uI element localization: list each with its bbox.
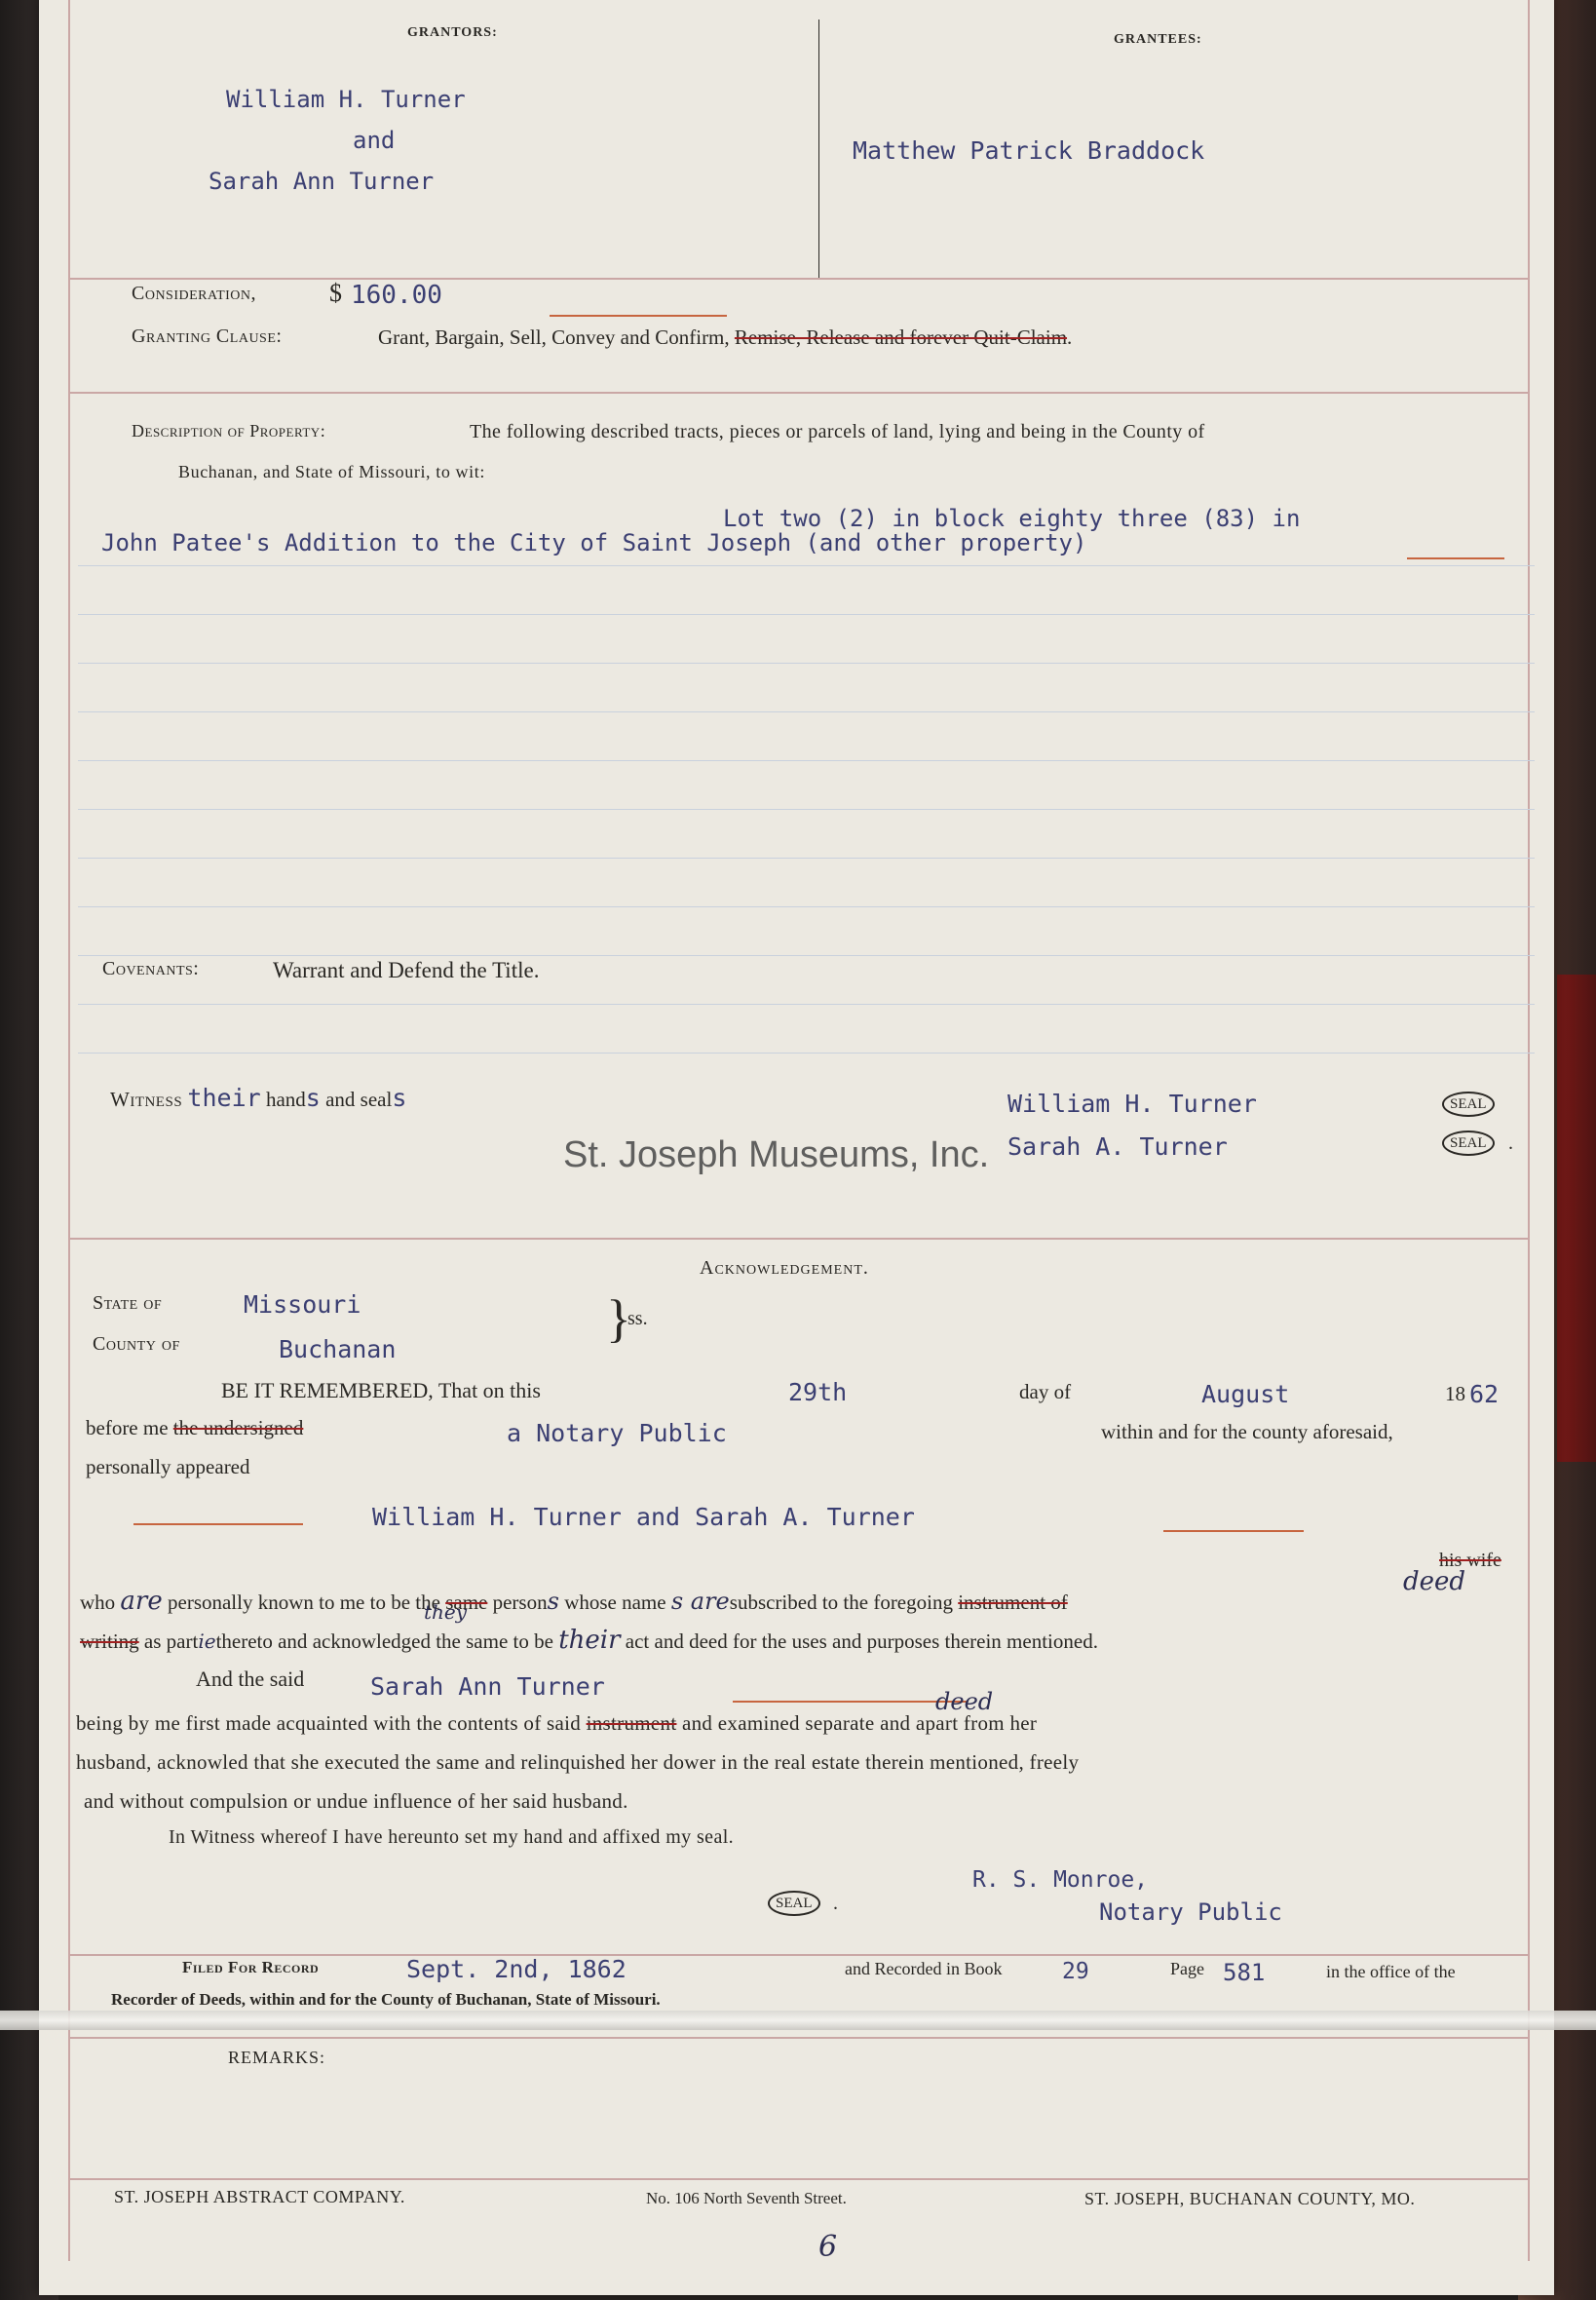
page-label: Page (1170, 1959, 1204, 1978)
sare-hand: s are (670, 1588, 730, 1615)
act-deed-text: act and deed for the uses and purposes therein mentioned. (625, 1629, 1098, 1653)
property-typed-line-1: Lot two (2) in block eighty three (83) in (723, 505, 1301, 532)
ledger-rule (78, 1053, 1535, 1054)
ss-label: ss. (627, 1308, 648, 1329)
filed-date: Sept. 2nd, 1862 (406, 1955, 627, 1983)
signature-2: Sarah A. Turner (1007, 1132, 1228, 1161)
rule-after-witness (70, 1238, 1528, 1240)
ledger-rule (78, 614, 1535, 615)
husband-line: husband, acknowled that she executed the same and relinquished her dower in the real estate therein mentioned, freely (76, 1750, 1080, 1774)
ledger-rule (78, 1004, 1535, 1005)
ledger-rule (78, 906, 1535, 907)
remembered-text: BE IT REMEMBERED, That on this (221, 1378, 541, 1402)
wife-name-underline (733, 1701, 967, 1703)
person-text: person (492, 1591, 548, 1614)
left-margin-line (68, 0, 70, 2261)
property-underline (1407, 557, 1504, 559)
rule-after-filed (70, 2037, 1528, 2039)
consideration-label: Consideration, (132, 283, 257, 304)
compulsion-line: and without compulsion or undue influence of her said husband. (84, 1789, 628, 1813)
ack-year-suffix: 62 (1469, 1380, 1500, 1408)
book-number: 29 (1062, 1959, 1089, 1984)
county-value: Buchanan (279, 1335, 397, 1363)
appeared-underline-right (1163, 1530, 1304, 1532)
as-part-text: as part (143, 1629, 199, 1653)
ack-day: 29th (788, 1378, 848, 1406)
witness-label: Witness (110, 1088, 183, 1111)
seal-1: SEAL (1442, 1092, 1495, 1117)
grantees-label: GRANTEES: (1114, 32, 1202, 47)
grantor-name-1: William H. Turner (226, 86, 466, 113)
writing-line (80, 1626, 1098, 1655)
consideration-underline (550, 315, 727, 317)
notary-typed: a Notary Public (507, 1419, 727, 1447)
rule-before-footer (70, 2178, 1528, 2180)
ledger-rule (78, 663, 1535, 664)
description-text-1: The following described tracts, pieces or parcels of land, lying and being in the County of (470, 421, 1205, 442)
right-margin-line (1528, 0, 1530, 2261)
ie-hand: ie (198, 1629, 216, 1653)
grantee-name: Matthew Patrick Braddock (853, 136, 1205, 165)
witness-and-seal: and seal (325, 1088, 393, 1111)
writing-struck: writing (80, 1629, 139, 1653)
county-label: County of (93, 1333, 180, 1355)
thereto-text: thereto and (215, 1629, 308, 1653)
granting-clause-end: . (1067, 326, 1073, 349)
footer-city: ST. JOSEPH, BUCHANAN COUNTY, MO. (1084, 2189, 1416, 2208)
known-text: personally known to me to be the (168, 1591, 440, 1614)
his-wife-struck: his wife (1439, 1550, 1501, 1571)
description-label: Description of Property: (132, 421, 326, 441)
grantor-grantee-divider (818, 19, 819, 278)
ledger-rule (78, 711, 1535, 712)
appeared-persons: William H. Turner and Sarah A. Turner (372, 1503, 915, 1531)
deed-insert-2: deed (935, 1688, 994, 1715)
recorded-text: and Recorded in Book (845, 1959, 1003, 1978)
covenants-label: Covenants: (102, 958, 200, 979)
ack-year-prefix: 18 (1445, 1382, 1465, 1405)
they-insert: they (424, 1600, 468, 1624)
acknowledged-text: acknowledged the same to be (312, 1629, 553, 1653)
persons-s-hand: s (547, 1588, 559, 1615)
their-hand: their (558, 1626, 621, 1655)
witness-hand: hand (265, 1088, 306, 1111)
consideration-dollar: $ (329, 279, 342, 307)
are-hand: are (120, 1587, 163, 1616)
ledger-rule (78, 760, 1535, 761)
filed-label: Filed For Record (182, 1958, 320, 1976)
rubber-band (0, 2011, 1596, 2030)
grantors-label: GRANTORS: (407, 25, 498, 40)
same-struck: same (445, 1591, 488, 1614)
notary-seal-period: . (833, 1893, 838, 1914)
property-typed-line-2: John Patee's Addition to the City of Saint Joseph (and other property) (101, 529, 1087, 556)
who-line (80, 1587, 1068, 1616)
rule-after-granting (70, 392, 1528, 394)
signature-1: William H. Turner (1007, 1090, 1257, 1118)
background-red-cloth (1557, 975, 1596, 1462)
grantor-and: and (353, 127, 396, 154)
rule-after-parties (70, 278, 1528, 280)
recorder-text: Recorder of Deeds, within and for the County of Buchanan, State of Missouri. (111, 1990, 661, 2009)
wife-name: Sarah Ann Turner (370, 1672, 605, 1701)
description-text-2: Buchanan, and State of Missouri, to wit: (178, 462, 485, 481)
seal-period: . (1508, 1132, 1513, 1154)
before-me-line (86, 1416, 303, 1440)
state-county-brace: } (606, 1289, 631, 1348)
being-text: being by me first made acquainted with the contents of said (76, 1711, 582, 1735)
footer-address: No. 106 North Seventh Street. (646, 2189, 847, 2207)
remarks-label: REMARKS: (228, 2048, 326, 2067)
grantor-name-2: Sarah Ann Turner (209, 168, 435, 195)
examined-text: and examined separate and apart from her (682, 1711, 1038, 1735)
footer-company: ST. JOSEPH ABSTRACT COMPANY. (114, 2187, 405, 2206)
before-me-text: before me (86, 1416, 169, 1439)
state-value: Missouri (244, 1290, 361, 1319)
ledger-rule (78, 565, 1535, 566)
seal-2: SEAL (1442, 1131, 1495, 1156)
and-said-text: And the said (196, 1667, 305, 1691)
acknowledgement-title: Acknowledgement. (700, 1257, 869, 1279)
undersigned-struck: the undersigned (172, 1416, 304, 1439)
notary-title: Notary Public (1099, 1898, 1282, 1926)
whose-name-text: whose name (564, 1591, 666, 1614)
instrument-struck: instrument (586, 1711, 677, 1735)
notary-name: R. S. Monroe, (972, 1867, 1149, 1893)
rule-before-filed (70, 1954, 1528, 1956)
appeared-underline-left (133, 1523, 303, 1525)
watermark: St. Joseph Museums, Inc. (563, 1134, 990, 1175)
consideration-amount: 160.00 (351, 281, 442, 310)
ledger-rule (78, 809, 1535, 810)
ack-month: August (1201, 1380, 1290, 1408)
granting-clause-line (378, 326, 1072, 350)
who-text: who (80, 1591, 116, 1614)
appeared-text: personally appeared (86, 1455, 250, 1478)
office-text: in the office of the (1326, 1962, 1456, 1981)
ledger-rule (78, 955, 1535, 956)
page-number: 581 (1223, 1959, 1266, 1986)
state-label: State of (93, 1292, 163, 1314)
ledger-rule (78, 858, 1535, 859)
granting-clause-struck: Remise, Release and forever Quit-Claim (734, 326, 1068, 349)
witness-seal-s: s (392, 1084, 407, 1112)
being-line (76, 1711, 1037, 1736)
instrument-of-struck: instrument of (958, 1591, 1068, 1614)
covenants-text: Warrant and Defend the Title. (273, 958, 540, 982)
witness-line (110, 1084, 406, 1112)
granting-clause-text: Grant, Bargain, Sell, Convey and Confirm, (378, 326, 730, 349)
day-of-text: day of (1019, 1380, 1072, 1403)
witness-hand-s: s (305, 1084, 321, 1112)
notary-seal: SEAL (768, 1891, 820, 1916)
witness-their: their (187, 1084, 261, 1112)
page-mark: 6 (818, 2230, 838, 2264)
in-witness-line: In Witness whereof I have hereunto set my hand and affixed my seal. (169, 1826, 735, 1848)
subscribed-text: subscribed to the foregoing (729, 1591, 953, 1614)
granting-clause-label: Granting Clause: (132, 326, 283, 347)
deed-insert-1: deed (1403, 1567, 1466, 1596)
within-text: within and for the county aforesaid, (1101, 1420, 1393, 1443)
